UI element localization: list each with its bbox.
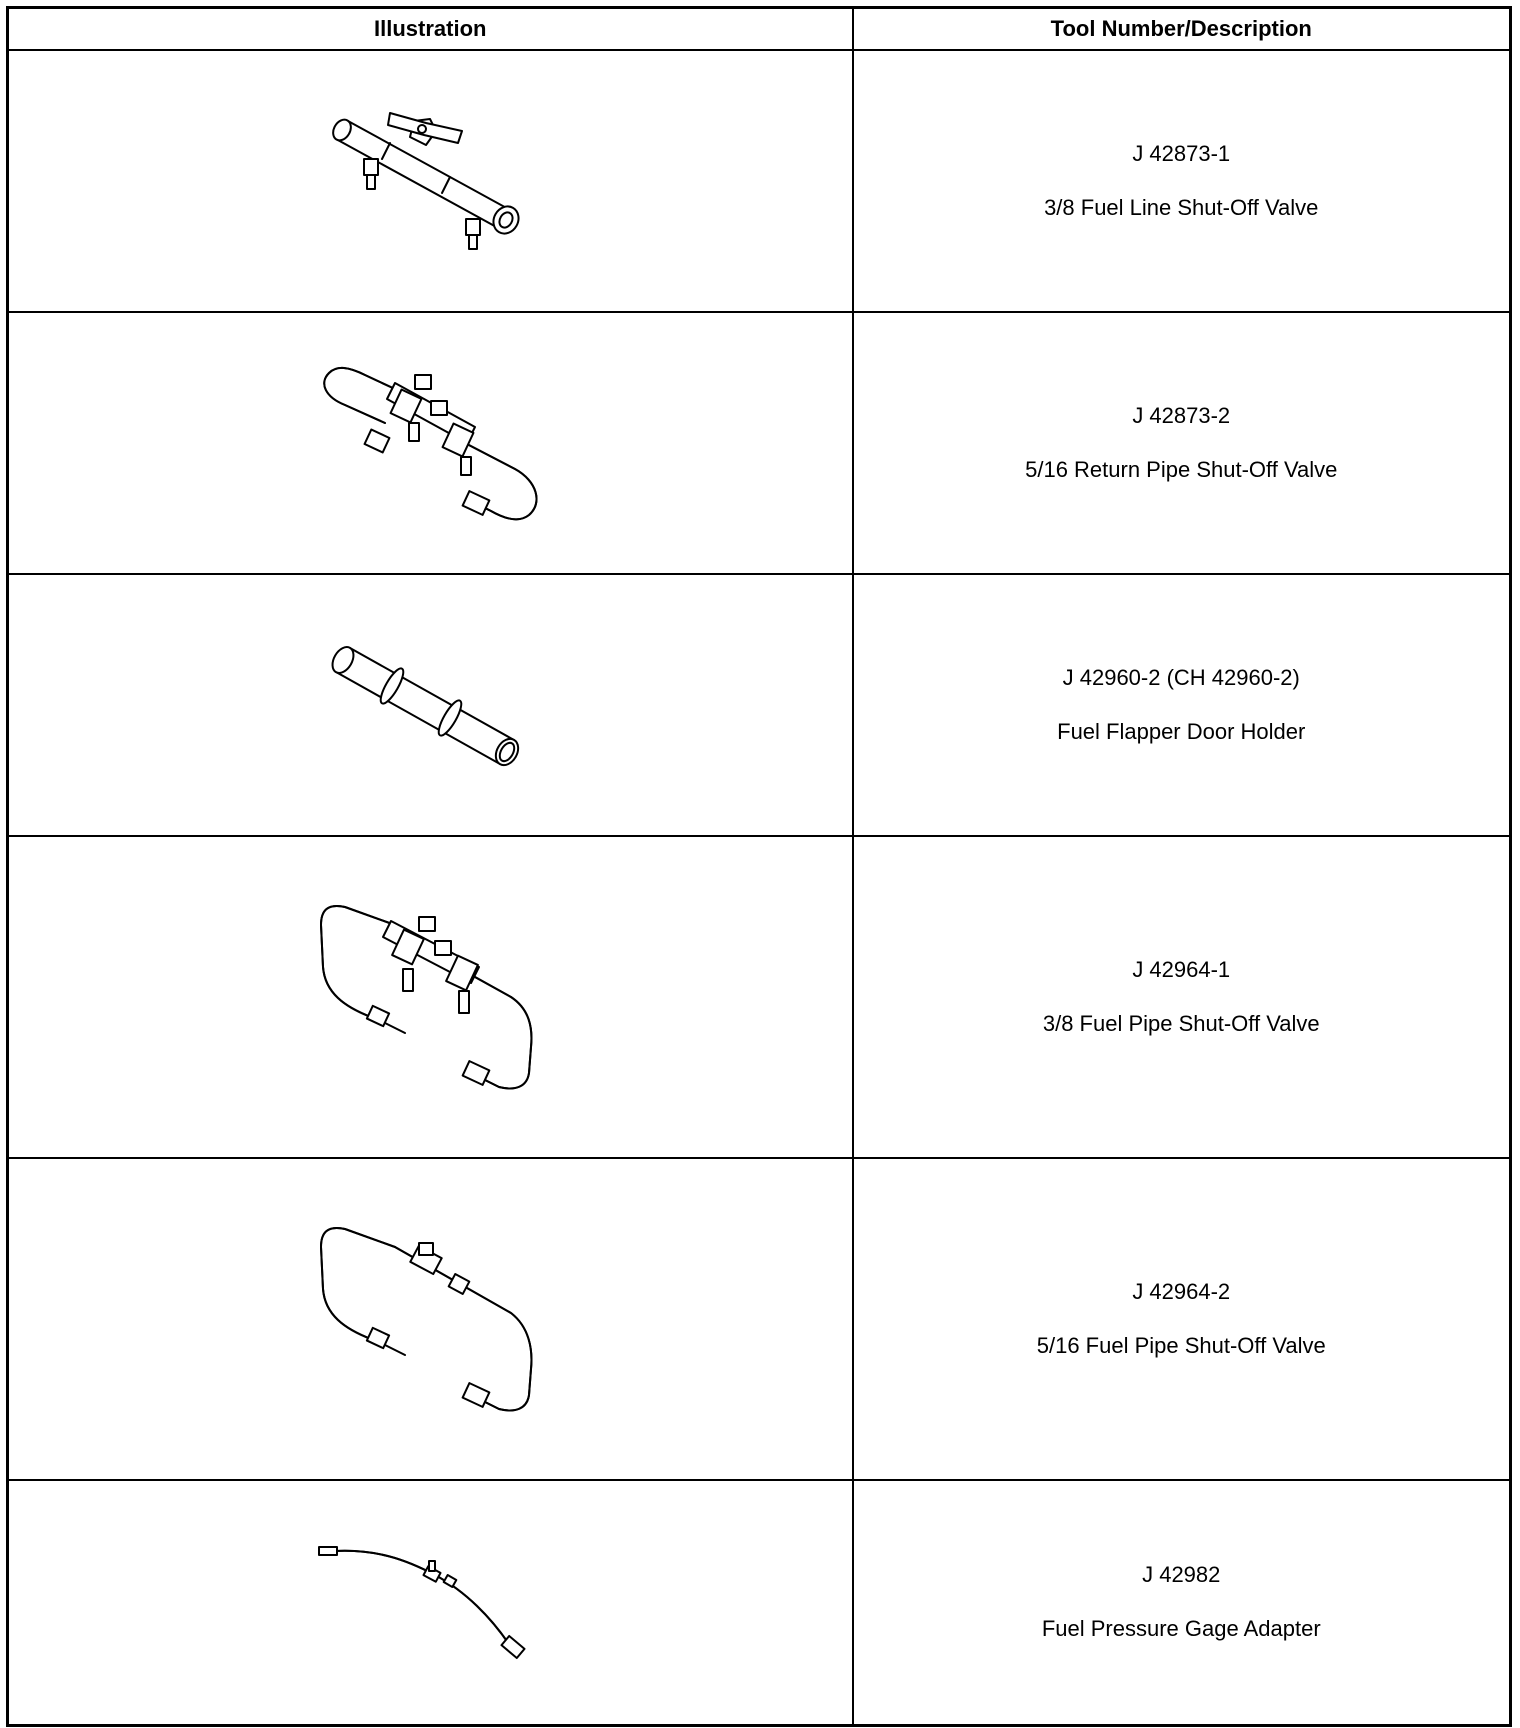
illustration-cell	[8, 1158, 853, 1480]
tool-number: J 42982	[1142, 1562, 1221, 1588]
tool-number: J 42964-1	[1132, 957, 1231, 982]
illustration-cell	[8, 836, 853, 1158]
tool-description: 3/8 Fuel Pipe Shut-Off Valve	[1042, 1011, 1320, 1036]
looped-dual-valve-hose-icon	[315, 353, 545, 533]
tool-description: 5/16 Fuel Pipe Shut-Off Valve	[1036, 1333, 1326, 1358]
table-row	[8, 836, 1511, 1158]
tool-info-cell	[853, 1158, 1511, 1480]
tool-info-cell	[853, 574, 1511, 836]
tool-description: 3/8 Fuel Line Shut-Off Valve	[1044, 195, 1319, 220]
table-row	[8, 574, 1511, 836]
table-row	[8, 312, 1511, 574]
tool-description: Fuel Flapper Door Holder	[1057, 719, 1306, 744]
straight-shut-off-valve-icon	[330, 101, 530, 261]
tool-description: Fuel Pressure Gage Adapter	[1041, 1616, 1321, 1642]
large-loop-single-valve-hose-icon	[315, 1219, 545, 1419]
illustration-cell	[8, 1480, 853, 1725]
tool-number: J 42964-2	[1132, 1279, 1231, 1304]
illustration-cell	[8, 312, 853, 574]
tool-info-cell	[853, 50, 1511, 312]
tool-column-header: Tool Number/Description	[853, 8, 1511, 51]
illustration-cell	[8, 574, 853, 836]
special-tools-table	[6, 6, 1512, 1727]
table-row	[8, 1480, 1511, 1725]
tool-number: J 42873-2	[1132, 403, 1231, 428]
table-row	[8, 1158, 1511, 1480]
tool-info-cell	[853, 836, 1511, 1158]
flapper-door-holder-tube-icon	[330, 630, 530, 780]
pressure-gage-adapter-hose-icon	[315, 1537, 545, 1667]
tool-info-cell	[853, 1480, 1511, 1725]
tool-info-cell	[853, 312, 1511, 574]
header-row	[8, 8, 1511, 51]
large-loop-dual-valve-hose-icon	[315, 897, 545, 1097]
illustration-column-header: Illustration	[8, 8, 853, 51]
tool-number: J 42960-2 (CH 42960-2)	[1062, 665, 1300, 690]
tool-description: 5/16 Return Pipe Shut-Off Valve	[1025, 457, 1338, 482]
tool-number: J 42873-1	[1132, 141, 1231, 166]
illustration-cell	[8, 50, 853, 312]
table-row	[8, 50, 1511, 312]
